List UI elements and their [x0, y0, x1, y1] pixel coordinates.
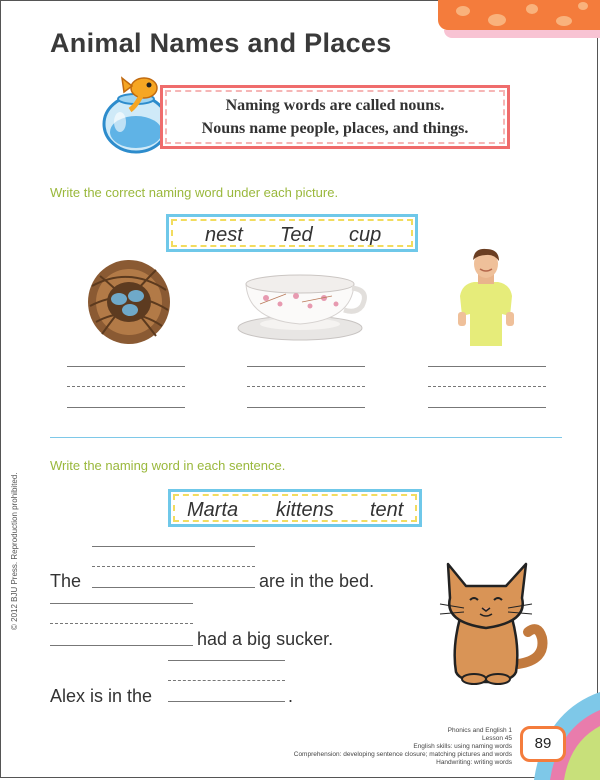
definition-line-1: Naming words are called nouns. — [225, 97, 445, 114]
word-bank-word: cup — [349, 224, 382, 246]
answer-line — [92, 587, 255, 588]
corner-decoration-top — [438, 0, 600, 30]
sentence-1-start: The — [50, 571, 82, 591]
writing-line — [168, 660, 285, 661]
section-divider — [50, 437, 562, 438]
boy-picture — [454, 246, 518, 346]
sentence-2-end: had a big sucker. — [197, 629, 334, 649]
writing-line — [247, 366, 365, 367]
writing-line — [67, 407, 185, 408]
word-bank-word: tent — [370, 499, 404, 521]
corner-decoration-stripe — [444, 30, 600, 38]
word-bank-word: nest — [205, 224, 243, 246]
instruction-2: Write the naming word in each sentence. — [50, 458, 286, 473]
definition-line-2: Nouns name people, places, and things. — [201, 120, 469, 137]
nest-picture — [86, 256, 172, 346]
word-bank-word: Marta — [187, 499, 239, 521]
word-bank-word: Ted — [280, 224, 313, 246]
footer-line: English skills: using naming words — [413, 743, 512, 750]
writing-line-dashed — [67, 386, 185, 387]
footer-line: Handwriting: writing words — [436, 759, 512, 766]
writing-line — [67, 366, 185, 367]
word-bank-2 — [168, 489, 422, 527]
footer-line: Phonics and English 1 — [447, 727, 512, 734]
writing-line — [247, 407, 365, 408]
writing-line — [50, 603, 193, 604]
answer-line — [50, 645, 193, 646]
footer-line: Comprehension: developing sentence closure; matching pictures and words — [293, 751, 512, 758]
definition-box — [160, 85, 510, 149]
writing-line — [428, 366, 546, 367]
word-bank-word: kittens — [276, 499, 334, 521]
sentence-3-end: . — [288, 686, 294, 706]
writing-line — [92, 546, 255, 547]
writing-line — [428, 407, 546, 408]
answer-line — [168, 701, 285, 702]
word-bank-1 — [166, 214, 418, 252]
sentence-1-end: are in the bed. — [259, 571, 375, 591]
copyright-notice: © 2012 BJU Press. Reproduction prohibited. — [10, 472, 19, 630]
page-number: 89 — [520, 726, 566, 762]
writing-line-dashed — [92, 566, 255, 567]
writing-line-dashed — [428, 386, 546, 387]
writing-line-dashed — [168, 680, 285, 681]
writing-line-dashed — [247, 386, 365, 387]
page-title: Animal Names and Places — [50, 28, 392, 58]
footer-line: Lesson 45 — [482, 735, 512, 742]
sentence-3-start: Alex is in the — [50, 686, 153, 706]
teacup-picture — [236, 274, 372, 344]
instruction-1: Write the correct naming word under each picture. — [50, 185, 339, 200]
kitten-picture — [430, 548, 548, 688]
footer-info — [294, 727, 512, 767]
writing-line-dashed — [50, 623, 193, 624]
